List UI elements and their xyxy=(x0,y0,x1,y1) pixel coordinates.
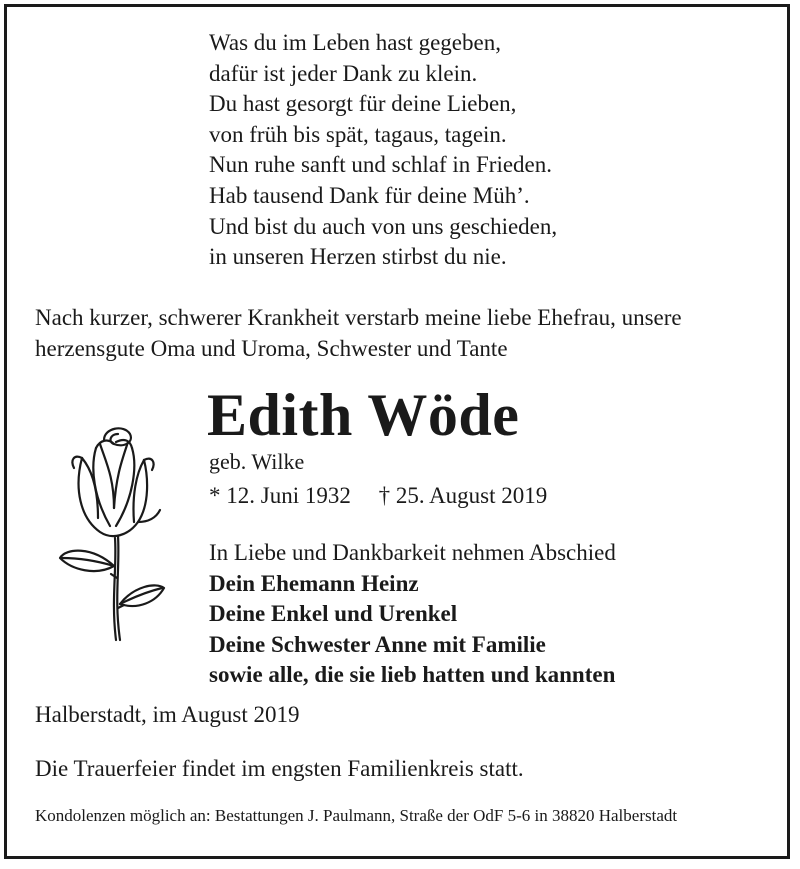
memorial-poem xyxy=(209,28,557,273)
rose-icon xyxy=(52,418,170,648)
deceased-name: Edith Wöde xyxy=(207,382,520,448)
poem-line: Hab tausend Dank für deine Müh’. xyxy=(209,182,530,208)
poem-line: in unseren Herzen stirbst du nie. xyxy=(209,244,507,270)
place-date: Halberstadt, im August 2019 xyxy=(35,702,300,727)
mourner-line: Dein Ehemann Heinz xyxy=(209,570,419,596)
mourner-line: sowie alle, die sie lieb hatten und kannten xyxy=(209,662,616,687)
mourners-block xyxy=(209,538,616,691)
funeral-note: Die Trauerfeier findet im engsten Familienkreis statt. xyxy=(35,756,524,781)
poem-line: von früh bis spät, tagaus, tagein. xyxy=(209,121,507,147)
intro-line-2: herzensgute Oma und Uroma, Schwester und Tante xyxy=(35,336,508,361)
death-date: † 25. August 2019 xyxy=(378,483,548,508)
poem-line: Nun ruhe sanft und schlaf in Frieden. xyxy=(209,152,553,178)
poem-line: Du hast gesorgt für deine Lieben, xyxy=(209,91,517,117)
poem-line: Und bist du auch von uns geschieden, xyxy=(209,213,558,239)
mourners-heading: In Liebe und Dankbarkeit nehmen Abschied xyxy=(209,540,616,565)
poem-line: dafür ist jeder Dank zu klein. xyxy=(209,60,478,86)
birth-date: * 12. Juni 1932 xyxy=(209,483,351,508)
intro-line-1: Nach kurzer, schwerer Krankheit verstarb meine liebe Ehefrau, unsere xyxy=(35,305,682,330)
intro-text xyxy=(35,302,682,364)
condolence-note: Kondolenzen möglich an: Bestattungen J. Paulmann, Straße der OdF 5-6 in 38820 Halberstadt xyxy=(35,806,678,825)
maiden-name: geb. Wilke xyxy=(209,449,305,474)
poem-line: Was du im Leben hast gegeben, xyxy=(209,30,501,55)
mourner-line: Deine Schwester Anne mit Familie xyxy=(209,631,546,657)
mourner-line: Deine Enkel und Urenkel xyxy=(209,601,458,626)
life-dates xyxy=(209,481,547,511)
